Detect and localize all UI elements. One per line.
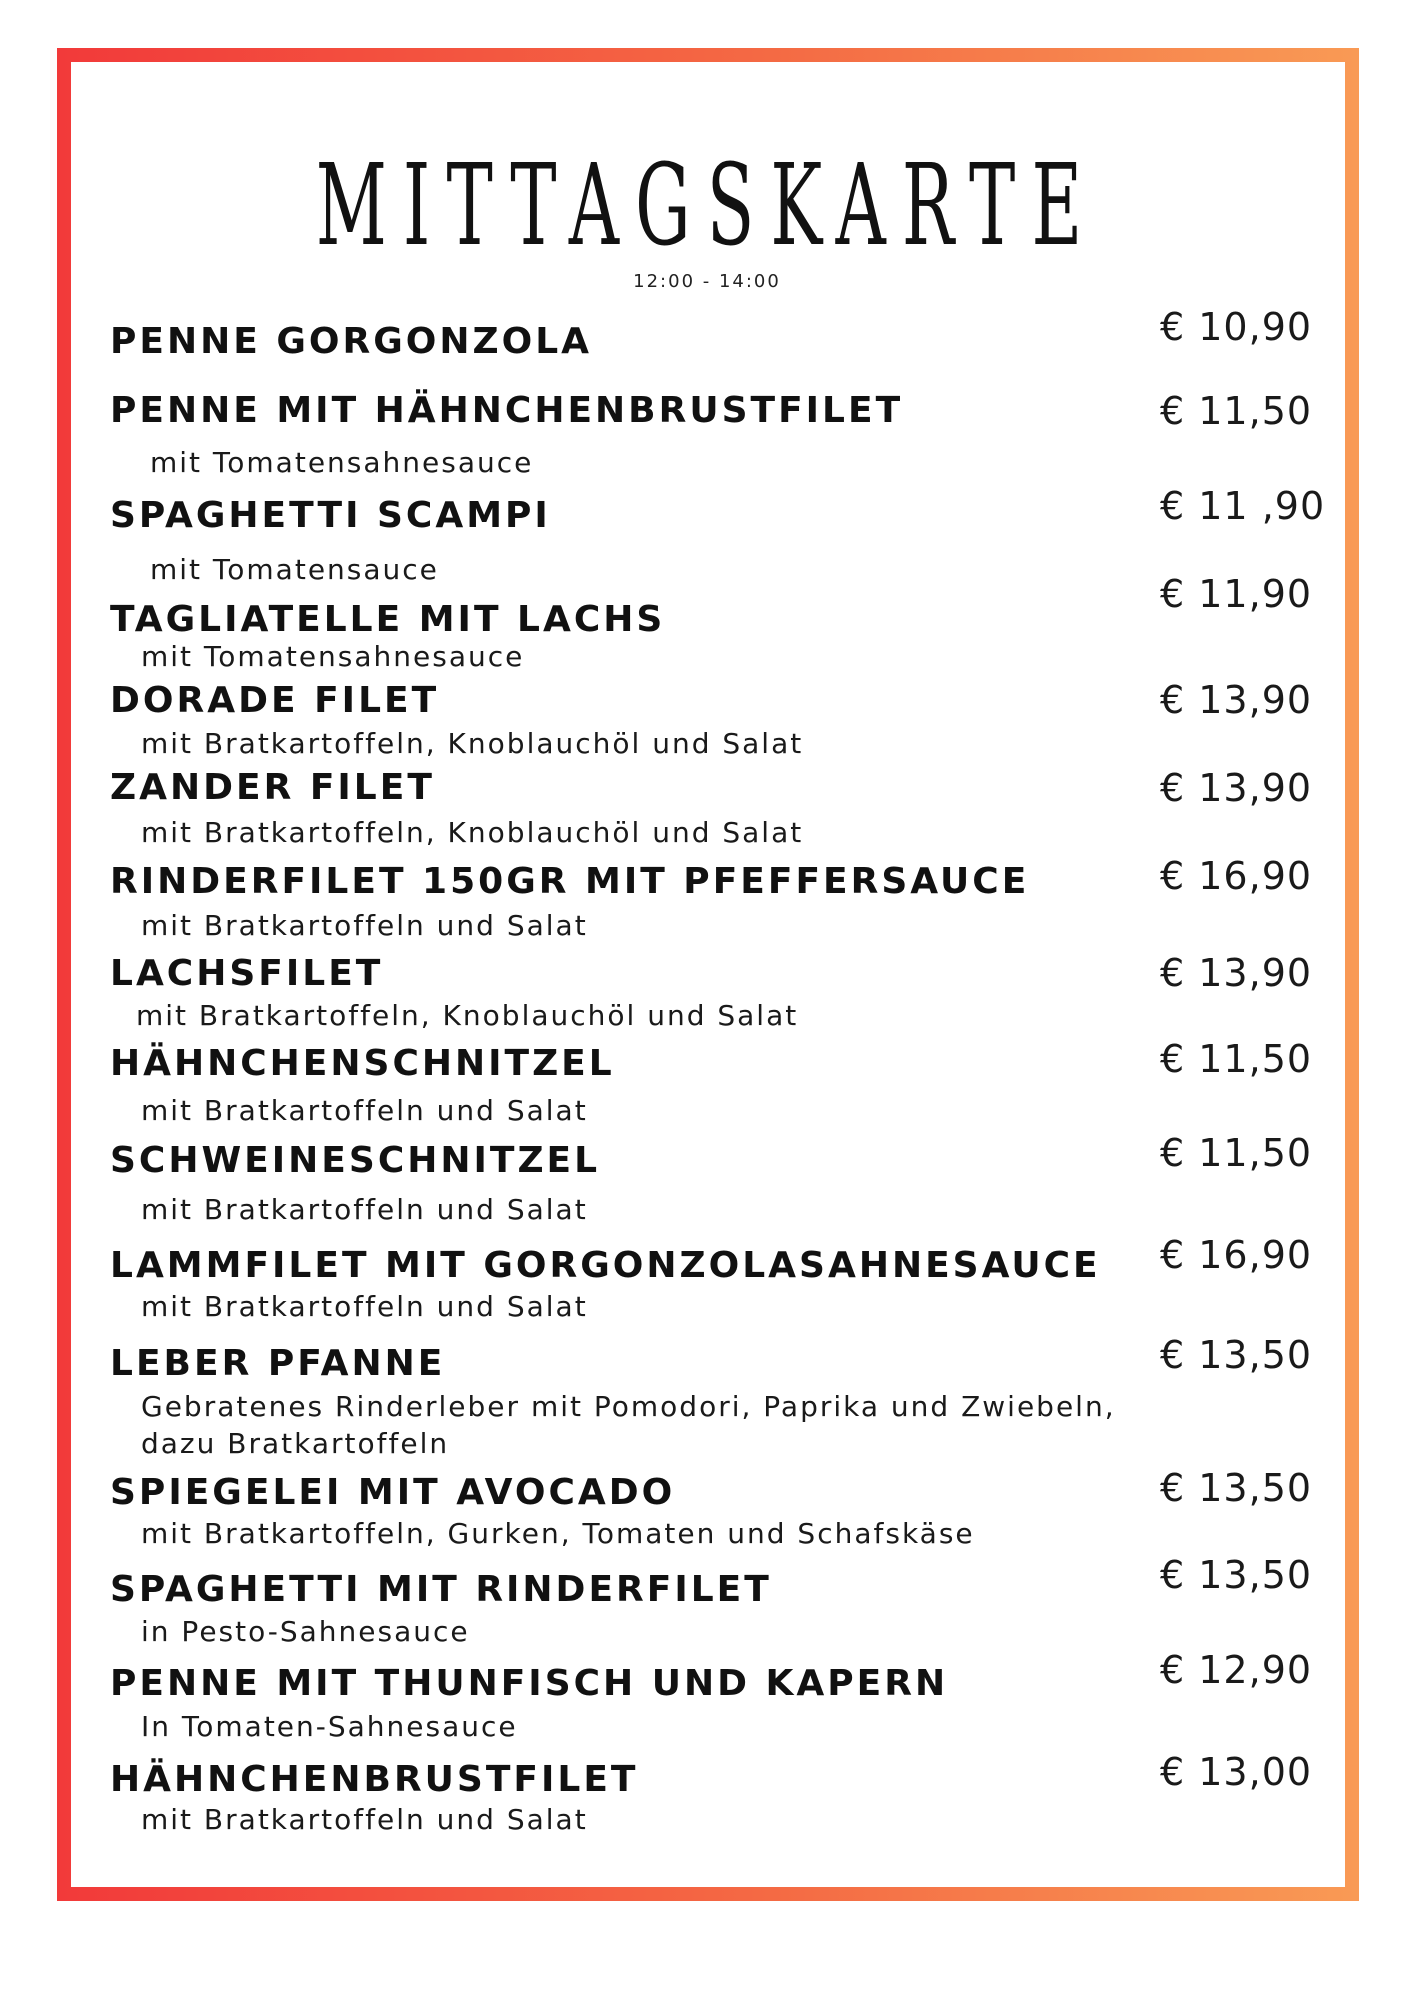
menu-item-price: € 11,50: [1160, 389, 1313, 433]
menu-item-price: € 12,90: [1160, 1648, 1313, 1692]
menu-item-name: SPIEGELEI MIT AVOCADO: [110, 1472, 676, 1513]
menu-item-name: SCHWEINESCHNITZEL: [110, 1140, 601, 1181]
menu-item-price: € 11,50: [1160, 1037, 1313, 1081]
menu-item-description: In Tomaten-Sahnesauce: [141, 1710, 518, 1743]
menu-item-name: TAGLIATELLE MIT LACHS: [110, 599, 666, 640]
menu-item-name: LACHSFILET: [110, 953, 384, 994]
menu-item-price: € 16,90: [1160, 1233, 1313, 1277]
menu-item-description: mit Bratkartoffeln, Gurken, Tomaten und Schafskäse: [141, 1517, 975, 1550]
menu-item-name: SPAGHETTI SCAMPI: [110, 495, 551, 536]
menu-item-price: € 13,00: [1160, 1750, 1313, 1794]
menu-item-name: HÄHNCHENSCHNITZEL: [110, 1043, 615, 1084]
page-title: MITTAGSKARTE: [315, 141, 1099, 271]
menu-item-description: in Pesto-Sahnesauce: [141, 1615, 470, 1648]
menu-item-name: PENNE MIT THUNFISCH UND KAPERN: [110, 1663, 949, 1704]
menu-item-name: LEBER PFANNE: [110, 1343, 446, 1384]
menu-item-description: mit Bratkartoffeln, Knoblauchöl und Salat: [141, 727, 804, 760]
menu-item-price: € 13,50: [1160, 1553, 1313, 1597]
menu-item-description: Gebratenes Rinderleber mit Pomodori, Paprika und Zwiebeln,: [141, 1390, 1116, 1423]
menu-item-price: € 11 ,90: [1160, 484, 1326, 528]
menu-item-name: ZANDER FILET: [110, 767, 435, 808]
menu-item-description-line2: dazu Bratkartoffeln: [141, 1427, 450, 1460]
menu-item-name: LAMMFILET MIT GORGONZOLASAHNESAUCE: [110, 1245, 1101, 1286]
menu-item-description: mit Bratkartoffeln, Knoblauchöl und Salat: [136, 999, 799, 1032]
menu-item-description: mit Bratkartoffeln und Salat: [141, 1193, 588, 1226]
menu-item-price: € 16,90: [1160, 854, 1313, 898]
menu-item-description: mit Bratkartoffeln und Salat: [141, 1094, 588, 1127]
menu-item-name: PENNE MIT HÄHNCHENBRUSTFILET: [110, 390, 904, 431]
menu-item-price: € 13,50: [1160, 1333, 1313, 1377]
menu-item-name: SPAGHETTI MIT RINDERFILET: [110, 1569, 772, 1610]
menu-item-description: mit Tomatensahnesauce: [150, 446, 534, 479]
menu-item-description: mit Bratkartoffeln und Salat: [141, 909, 588, 942]
menu-item-description: mit Bratkartoffeln und Salat: [141, 1803, 588, 1836]
menu-item-name: PENNE GORGONZOLA: [110, 321, 593, 362]
menu-item-price: € 11,90: [1160, 572, 1313, 616]
menu-item-price: € 13,90: [1160, 951, 1313, 995]
menu-item-price: € 13,90: [1160, 766, 1313, 810]
menu-item-price: € 13,90: [1160, 678, 1313, 722]
menu-item-name: RINDERFILET 150GR MIT PFEFFERSAUCE: [110, 861, 1030, 902]
menu-item-description: mit Tomatensahnesauce: [141, 640, 525, 673]
menu-item-price: € 10,90: [1160, 305, 1313, 349]
menu-item-price: € 11,50: [1160, 1131, 1313, 1175]
opening-hours: 12:00 - 14:00: [633, 271, 781, 292]
menu-item-description: mit Bratkartoffeln, Knoblauchöl und Salat: [141, 816, 804, 849]
menu-item-description: mit Tomatensauce: [150, 553, 439, 586]
menu-item-description: mit Bratkartoffeln und Salat: [141, 1290, 588, 1323]
menu-item-price: € 13,50: [1160, 1466, 1313, 1510]
menu-item-name: HÄHNCHENBRUSTFILET: [110, 1759, 639, 1800]
menu-item-name: DORADE FILET: [110, 680, 440, 721]
